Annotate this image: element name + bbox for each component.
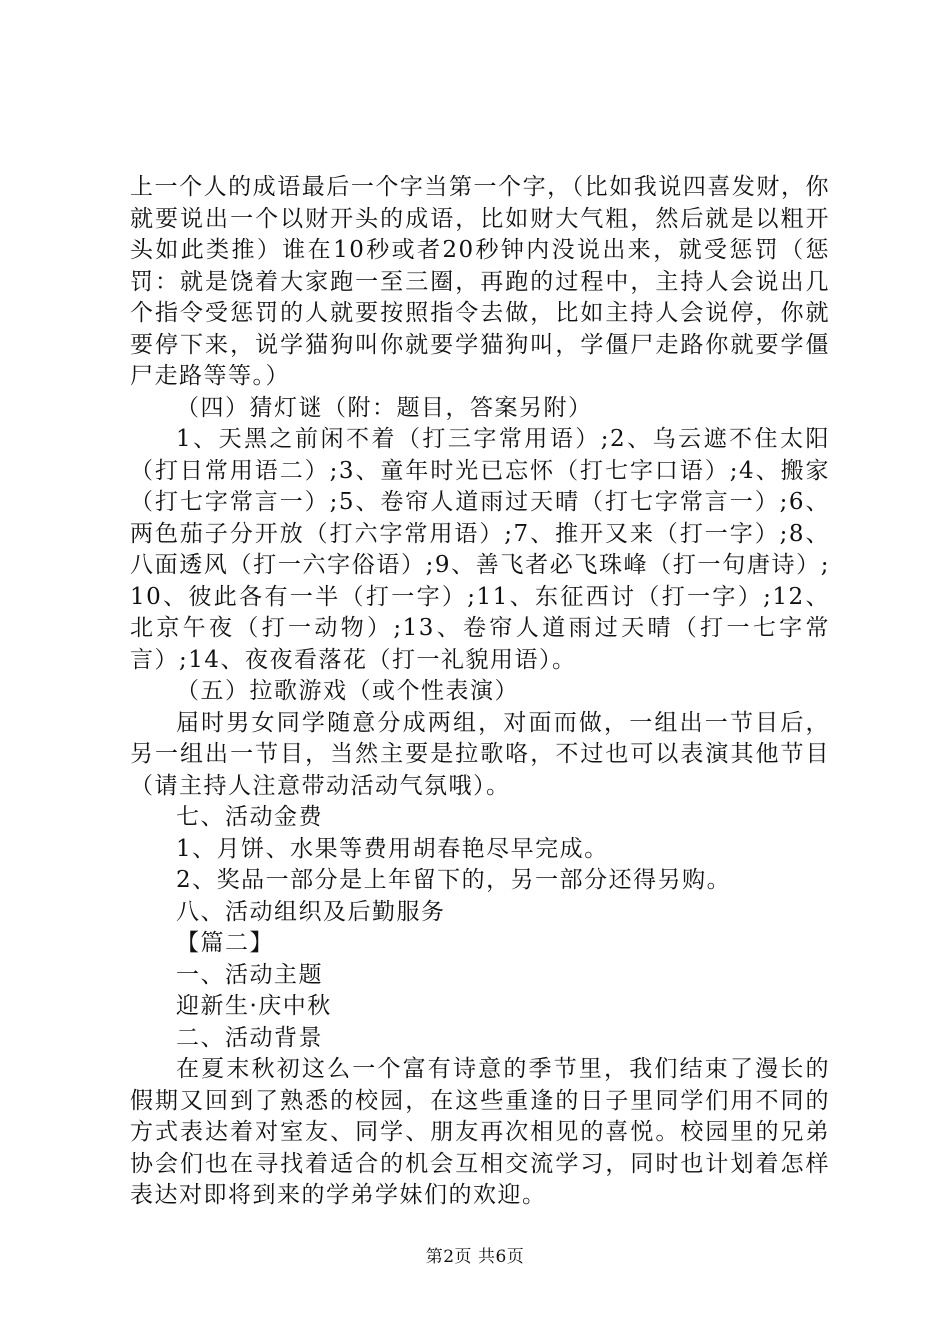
- heading-activity-background: 二、活动背景: [176, 1024, 323, 1051]
- page-body: [130, 172, 830, 1212]
- paragraph-singing-game: 届时男女同学随意分成两组，对面而做，一组出一节目后，另一组出一节目，当然主要是拉歌咯，不过也可以表演其他节目（请主持人注意带动活动气氛哦）。: [130, 709, 830, 799]
- heading-activity-funds: 七、活动金费: [176, 804, 323, 830]
- paragraph-riddle-list: 1、天黑之前闲不着（打三字常用语）;2、乌云遮不住太阳（打日常用语二）;3、童年时光已忘怀（打七字口语）;4、搬家（打七字常言一）;5、卷帘人道雨过天晴（打七字常言一）;6、两色茄子分开放（打六字常用语）;7、推开又来（打一字）;8、八面透风（打一六字俗语）;9、善飞者必飞珠峰（打一句唐诗）;10、彼此各有一半（打一字）;11、东征西讨（打一字）;12、北京午夜（打一动物）;13、卷帘人道雨过天晴（打一七字常言）;14、夜夜看落花（打一礼貌用语）。: [130, 426, 830, 673]
- paragraph-activity-background: 在夏末秋初这么一个富有诗意的季节里，我们结束了漫长的假期又回到了熟悉的校园，在这些重逢的日子里同学们用不同的方式表达着对室友、同学、朋友再次相见的喜悦。校园里的兄弟协会们也在寻找着适合的机会互相交流学习，同时也计划着怎样表达对即将到来的学弟学妹们的欢迎。: [130, 1056, 830, 1208]
- heading-part-two: 【篇二】: [176, 930, 274, 956]
- heading-lantern-riddles: （四）猜灯谜（附：题目，答案另附）: [176, 394, 593, 421]
- paragraph-funds-item-2: 2、奖品一部分是上年留下的，另一部分还得另购。: [176, 867, 732, 893]
- paragraph-penalty-rules: 上一个人的成语最后一个字当第一个字，（比如我说四喜发财，你就要说出一个以财开头的成语，比如财大气粗，然后就是以粗开头如此类推）谁在10秒或者20秒钟内没说出来，就受惩罚（惩罚：就是饶着大家跑一至三圈，再跑的过程中，主持人会说出几个指令受惩罚的人就要按照指令去做，比如主持人会说停，你就要停下来，说学猫狗叫你就要学猫狗叫，学僵尸走路你就要学僵尸走路等等。）: [130, 174, 830, 389]
- heading-activity-theme: 一、活动主题: [176, 961, 323, 988]
- heading-singing-game: （五）拉歌游戏（或个性表演）: [176, 678, 519, 704]
- heading-logistics: 八、活动组织及后勤服务: [176, 898, 446, 925]
- paragraph-funds-item-1: 1、月饼、水果等费用胡春艳尽早完成。: [176, 835, 609, 862]
- paragraph-activity-theme: 迎新生·庆中秋: [176, 993, 332, 1019]
- page-number-footer: 第2页 共6页: [425, 1247, 525, 1267]
